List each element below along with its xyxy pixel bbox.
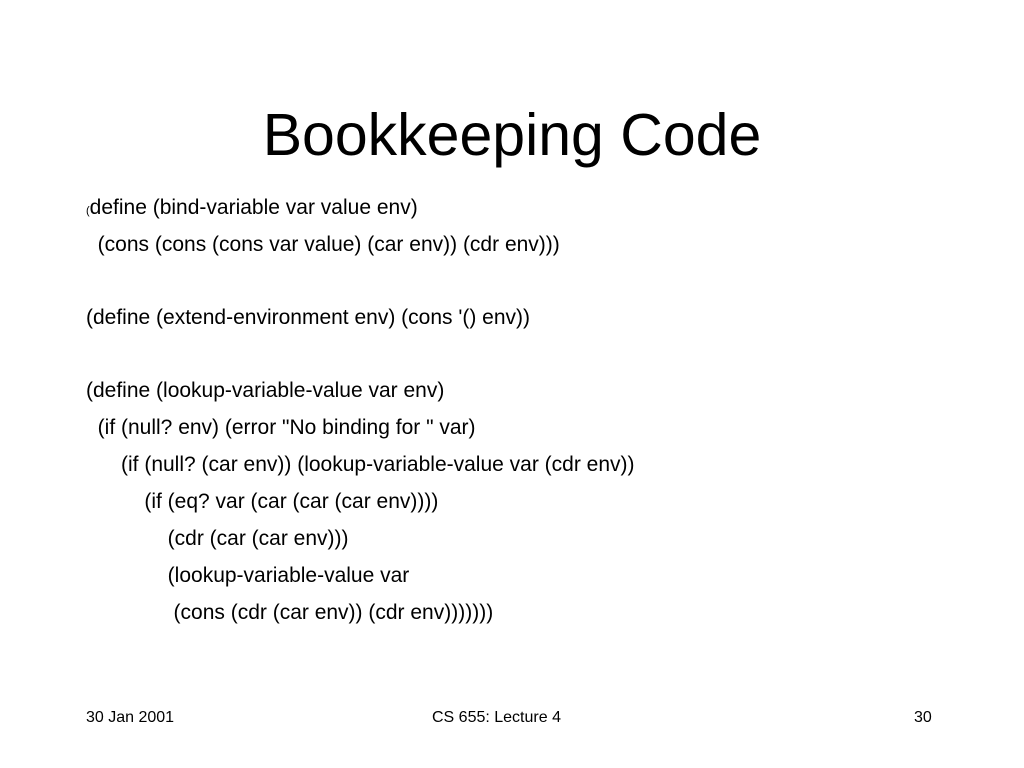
code-line-4: (define (lookup-variable-value var env) (86, 379, 445, 402)
footer-course: CS 655: Lecture 4 (432, 709, 561, 726)
code-line-9: (lookup-variable-value var (86, 564, 410, 587)
footer-date: 30 Jan 2001 (86, 709, 175, 726)
code-line-10: (cons (cdr (car env)) (cdr env))))))) (86, 601, 494, 624)
footer-page-number: 30 (914, 709, 932, 726)
code-line-2: (cons (cons (cons var value) (car env)) (cdr env))) (86, 233, 560, 256)
code-line-7: (if (eq? var (car (car (car env)))) (86, 490, 439, 513)
slide-title: Bookkeeping Code (262, 102, 762, 168)
code-line-8: (cdr (car (car env))) (86, 527, 349, 550)
code-line-5: (if (null? env) (error "No binding for " var) (86, 416, 476, 439)
code-line-3: (define (extend-environment env) (cons '() env)) (86, 306, 531, 329)
code-line-6: (if (null? (car env)) (lookup-variable-value var (cdr env)) (86, 453, 635, 476)
code-line-1-text: define (bind-variable var value env) (89, 196, 418, 219)
code-line-1-open-paren: ( (86, 205, 90, 217)
code-line-1 (86, 190, 418, 229)
